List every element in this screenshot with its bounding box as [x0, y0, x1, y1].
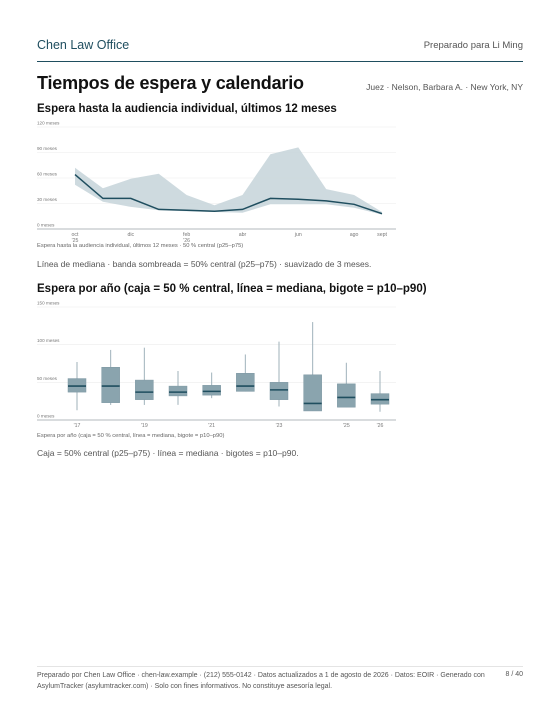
footer-divider: [37, 666, 523, 667]
footer-line-1: Preparado por Chen Law Office · chen-law.example · (212) 555-0142 · Datos actualizados a 1 de agosto de 2026 · Datos: EOIR · Generado con: [37, 672, 485, 679]
x-tick-label: oct: [71, 232, 79, 238]
x-tick-label: sept: [377, 232, 387, 238]
section1-heading: Espera hasta la audiencia individual, últimos 12 meses: [37, 103, 337, 115]
x-tick-label-2: '25: [71, 238, 79, 244]
y-tick-label: 100 meses: [37, 338, 60, 344]
section1-note: Línea de mediana · banda sombreada = 50% central (p25–p75) · suavizado de 3 meses.: [37, 259, 372, 269]
x-tick-label: '23: [275, 423, 283, 429]
y-tick-label: 0 meses: [37, 222, 55, 228]
judge-meta: Juez · Nelson, Barbara A. · New York, NY: [366, 82, 523, 92]
x-tick-label: dic: [127, 232, 135, 238]
x-tick-label: '19: [140, 423, 148, 429]
footer-text: [37, 671, 497, 692]
section2-caption: Espera por año (caja = 50 % central, línea = mediana, bigote = p10–p90): [37, 433, 225, 439]
y-tick-label: 60 meses: [37, 171, 57, 177]
y-tick-label: 90 meses: [37, 146, 57, 151]
x-tick-label: '25: [342, 423, 350, 429]
x-tick-label: '17: [73, 423, 81, 429]
section2-note: Caja = 50% central (p25–p75) · línea = mediana · bigotes = p10–p90.: [37, 448, 299, 458]
x-tick-label: ago: [349, 232, 359, 238]
footer-line-2: AsylumTracker (asylumtracker.com) · Solo con fines informativos. No constituye asesoría legal.: [37, 682, 333, 690]
page-title: Tiempos de espera y calendario: [37, 73, 304, 93]
prepared-for: Preparado para Li Ming: [423, 40, 523, 51]
y-tick-label: 120 meses: [37, 120, 60, 126]
iqr-box: [135, 380, 153, 400]
x-tick-label: abr: [238, 232, 247, 238]
iqr-box: [270, 382, 288, 399]
y-tick-label: 30 meses: [37, 197, 57, 202]
iqr-box: [102, 367, 120, 402]
section1-caption: Espera hasta la audiencia individual, últimos 12 meses · 50 % central (p25–p75): [37, 243, 244, 249]
x-tick-label-2: '26: [183, 238, 191, 244]
y-tick-label: 0 meses: [37, 413, 55, 419]
section2-heading: Espera por año (caja = 50 % central, línea = mediana, bigote = p10–p90): [37, 283, 427, 295]
x-tick-label: feb: [183, 232, 191, 238]
y-tick-label: 150 meses: [37, 300, 60, 306]
x-tick-label: '21: [208, 423, 216, 429]
iqr-box: [169, 386, 187, 396]
iqr-box: [337, 384, 355, 407]
iqr-box: [203, 385, 221, 395]
iqr-box: [304, 375, 322, 411]
x-tick-label: jun: [294, 232, 302, 238]
page-number: 8 / 40: [505, 671, 523, 678]
x-tick-label: '26: [376, 423, 384, 429]
iqr-box: [236, 373, 254, 391]
y-tick-label: 50 meses: [37, 375, 57, 381]
firm-name: Chen Law Office: [37, 38, 130, 52]
